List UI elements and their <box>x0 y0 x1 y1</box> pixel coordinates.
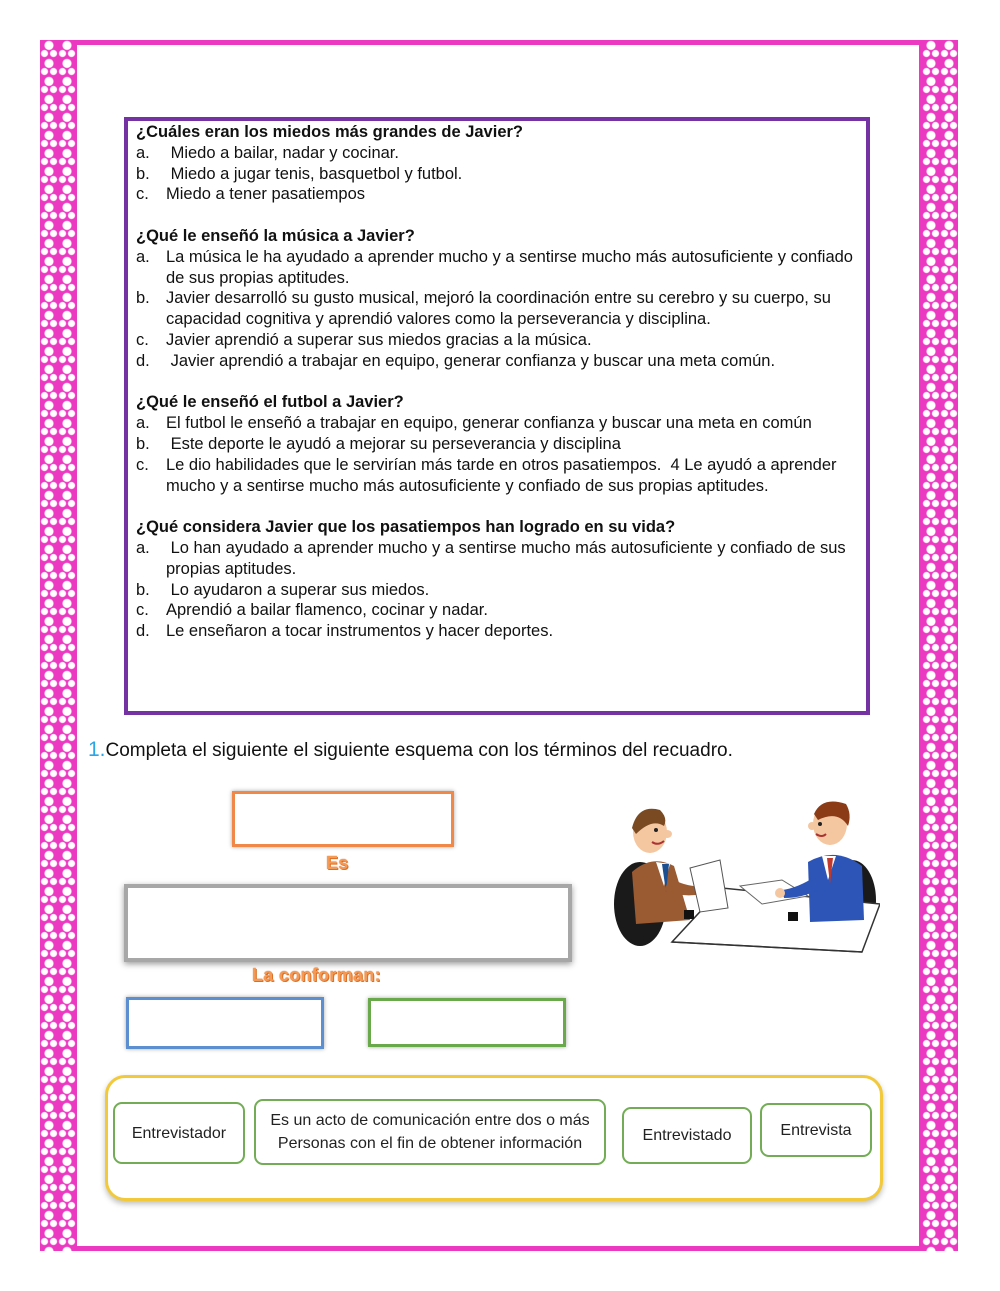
chip-entrevistador[interactable] <box>113 1102 245 1164</box>
chip-definition[interactable] <box>254 1099 606 1165</box>
option-letter: a. <box>136 247 150 266</box>
interview-illustration <box>612 792 880 962</box>
option-text: La música le ha ayudado a aprender mucho y a sentirse mucho más autosuficiente y confiado de sus propias aptitudes. <box>166 247 853 287</box>
option <box>136 580 858 601</box>
chip-entrevistado[interactable] <box>622 1107 752 1164</box>
exercise-number: 1. <box>88 738 106 761</box>
question-1: ¿Cuáles eran los miedos más grandes de Javier? <box>136 123 523 141</box>
option <box>136 184 858 205</box>
option-letter: b. <box>136 580 150 599</box>
option-letter: b. <box>136 164 150 183</box>
question-3: ¿Qué le enseñó el futbol a Javier? <box>136 393 404 412</box>
option-text: Miedo a bailar, nadar y cocinar. <box>166 143 399 162</box>
option <box>136 351 858 372</box>
option-text: Este deporte le ayudó a mejorar su perseverancia y disciplina <box>166 434 621 453</box>
option-letter: b. <box>136 434 150 453</box>
option-letter: a. <box>136 414 150 433</box>
chip-label: Entrevistado <box>642 1127 732 1144</box>
question-2: ¿Qué le enseñó la música a Javier? <box>136 226 415 245</box>
option <box>136 538 858 580</box>
option-text: Lo han ayudado a aprender mucho y a sentirse mucho más autosuficiente y confiado de sus propias aptitudes. <box>166 538 851 578</box>
chip-label: Entrevista <box>780 1121 852 1139</box>
drop-box-member-2[interactable] <box>368 998 566 1047</box>
quiz-content <box>136 122 858 642</box>
instruction-text: Completa el siguiente el siguiente esquema con los términos del recuadro. <box>105 740 733 761</box>
option-letter: c. <box>136 601 149 620</box>
option <box>136 330 858 351</box>
option-text: Miedo a jugar tenis, basquetbol y futbol. <box>166 164 463 183</box>
option <box>136 621 858 642</box>
option <box>136 600 858 621</box>
label-conforman: La conforman: <box>252 965 381 985</box>
option <box>136 143 858 164</box>
chip-label: Entrevistador <box>131 1124 227 1142</box>
option <box>136 164 858 185</box>
chip-entrevista[interactable] <box>760 1103 872 1157</box>
exercise-instruction <box>88 738 733 762</box>
option-text: Lo ayudaron a superar sus miedos. <box>166 580 430 599</box>
option <box>136 413 858 434</box>
drop-box-member-1[interactable] <box>126 997 324 1049</box>
option-letter: a. <box>136 538 150 557</box>
option-letter: b. <box>136 289 150 308</box>
option-text: Javier aprendió a superar sus miedos gracias a la música. <box>166 330 592 349</box>
chip-label-line1: Es un acto de comunicación entre dos o más <box>270 1112 590 1129</box>
option-letter: c. <box>136 330 149 349</box>
question-4: ¿Qué considera Javier que los pasatiempos han logrado en su vida? <box>136 518 676 537</box>
option-text: Miedo a tener pasatiempos <box>166 185 366 204</box>
option-letter: d. <box>136 622 150 641</box>
option-letter: c. <box>136 455 149 474</box>
option <box>136 434 858 455</box>
option-text: Le enseñaron a tocar instrumentos y hacer deportes. <box>166 622 554 641</box>
drop-box-term[interactable] <box>232 791 454 847</box>
floral-border-right <box>922 40 958 1251</box>
option-letter: a. <box>136 143 150 162</box>
option-text: Javier desarrolló su gusto musical, mejoró la coordinación entre su cerebro y su cuerpo, su capacidad cognitiva y aprendió valores como la perseverancia y disciplina. <box>166 289 831 329</box>
option-text: Aprendió a bailar flamenco, cocinar y nadar. <box>166 601 488 620</box>
option <box>136 455 858 497</box>
option-letter: c. <box>136 185 149 204</box>
label-es: Es <box>326 853 349 873</box>
option-text: Javier aprendió a trabajar en equipo, generar confianza y buscar una meta común. <box>166 351 776 370</box>
option-letter: d. <box>136 351 150 370</box>
chip-label-line2: Personas con el fin de obtener información <box>277 1135 583 1152</box>
option-text: Le dio habilidades que le servirían más tarde en otros pasatiempos. 4 Le ayudó a aprender mucho y a sentirse mucho más autosuficiente y confiado de sus propias aptitudes. <box>166 455 842 495</box>
option-text: El futbol le enseñó a trabajar en equipo, generar confianza y buscar una meta en común <box>166 414 812 433</box>
drop-box-definition[interactable] <box>124 884 572 962</box>
option <box>136 247 858 289</box>
option <box>136 288 858 330</box>
floral-border-left <box>40 40 76 1251</box>
